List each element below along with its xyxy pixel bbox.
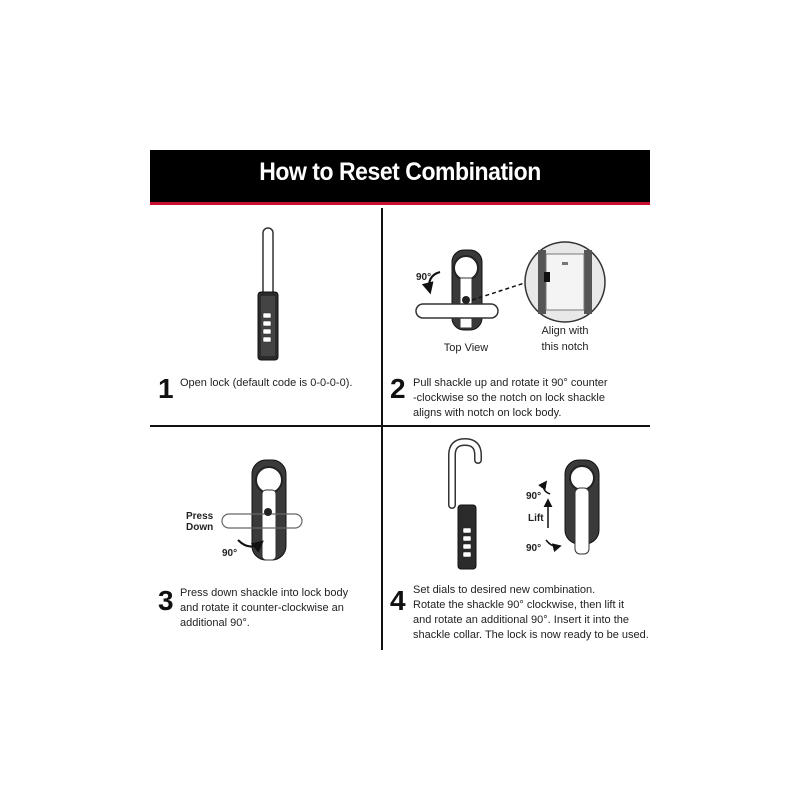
align-notch-label-line2: this notch: [541, 341, 589, 353]
step2-top-view-illustration: [416, 242, 605, 330]
step-1-line: Open lock (default code is 0-0-0-0).: [180, 377, 353, 389]
step1-open-lock-illustration: [258, 228, 278, 360]
step-number-4: 4: [390, 585, 406, 616]
step-3-line: Press down shackle into lock body: [180, 587, 349, 599]
step-3-line: and rotate it counter-clockwise an: [180, 602, 344, 614]
lift-label: Lift: [528, 513, 544, 524]
step3-angle-label: 90°: [222, 548, 238, 559]
step-2-line: -clockwise so the notch on lock shackle: [413, 392, 605, 404]
step-4-line: shackle collar. The lock is now ready to be used.: [413, 629, 649, 641]
step3-press-down-illustration: [222, 460, 302, 560]
top-view-label: Top View: [443, 342, 489, 354]
press-label-line2: Down: [186, 522, 214, 533]
step-4-line: Rotate the shackle 90° clockwise, then lift it: [413, 599, 625, 611]
step4-angle-bottom-label: 90°: [526, 543, 542, 554]
step-3-line: additional 90°.: [180, 617, 250, 629]
align-notch-label-line1: Align with: [541, 325, 589, 337]
step-2-line: aligns with notch on lock body.: [413, 407, 562, 419]
step-1-instructions: [180, 376, 352, 391]
step-number-3: 3: [158, 585, 174, 616]
press-label-line1: Press: [186, 511, 214, 522]
step2-angle-label: 90°: [416, 272, 432, 283]
step-number-1: 1: [158, 373, 174, 404]
step-number-2: 2: [390, 373, 406, 404]
step-4-line: Set dials to desired new combination.: [413, 584, 596, 596]
step-4-line: and rotate an additional 90°. Insert it into the: [413, 614, 629, 626]
step-2-instructions: [413, 376, 608, 421]
step-4-instructions: [413, 583, 649, 643]
page-title: How to Reset Combination: [259, 158, 541, 186]
step-2-line: Pull shackle up and rotate it 90° counter: [413, 377, 608, 389]
step4-angle-top-label: 90°: [526, 491, 542, 502]
step-3-instructions: [180, 586, 348, 631]
